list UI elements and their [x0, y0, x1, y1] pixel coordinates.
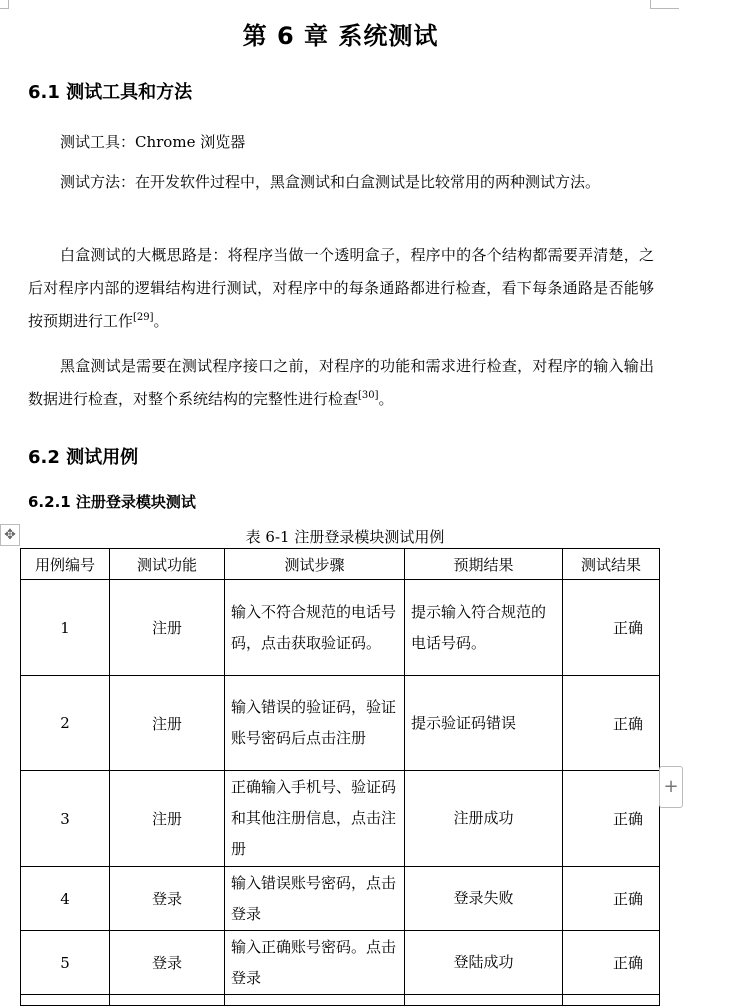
empty-cell[interactable]: [21, 995, 110, 1006]
case-id-cell[interactable]: 2: [21, 676, 110, 771]
chapter-title: 第 6 章 系统测试: [242, 22, 439, 50]
column-header: 预期结果: [405, 549, 563, 580]
subsection-heading-6-2-1: 6.2.1 注册登录模块测试: [28, 493, 196, 511]
case-id-cell[interactable]: 3: [21, 771, 110, 867]
table-row-partial: [21, 995, 660, 1006]
section-heading-6-1: 6.1 测试工具和方法: [28, 82, 193, 103]
paragraph-end-mark: 。: [153, 312, 169, 330]
function-cell[interactable]: 注册: [110, 676, 225, 771]
paragraph-test-tool: [28, 126, 654, 159]
test-case-table: [20, 548, 660, 1006]
steps-cell[interactable]: 输入错误的验证码，验证账号密码后点击注册: [225, 676, 405, 771]
paragraph-test-method: [28, 166, 654, 199]
table-move-handle-icon[interactable]: ✥: [0, 524, 20, 546]
empty-cell[interactable]: [563, 995, 660, 1006]
steps-cell[interactable]: 输入正确账号密码。点击登录: [225, 931, 405, 995]
paragraph-text: 测试工具：Chrome 浏览器: [60, 133, 246, 151]
citation-30[interactable]: [30]: [358, 390, 379, 401]
paragraph-end-mark: 。: [378, 390, 394, 408]
result-cell[interactable]: 正确: [563, 676, 660, 771]
empty-cell[interactable]: [110, 995, 225, 1006]
column-header: 测试功能: [110, 549, 225, 580]
result-cell[interactable]: 正确: [563, 580, 660, 676]
column-header: 测试结果: [563, 549, 660, 580]
steps-cell[interactable]: 输入不符合规范的电话号码，点击获取验证码。: [225, 580, 405, 676]
paragraph-text: 白盒测试的大概思路是：将程序当做一个透明盒子，程序中的各个结构都需要弄清楚，之后对程序内部的逻辑结构进行测试，对程序中的每条通路都进行检查，看下每条通路是否能够按预期进行工作: [28, 246, 654, 330]
case-id-cell[interactable]: 1: [21, 580, 110, 676]
case-id-cell[interactable]: 5: [21, 931, 110, 995]
column-header: 用例编号: [21, 549, 110, 580]
case-id-cell[interactable]: 4: [21, 867, 110, 931]
paragraph-black-box: [28, 350, 654, 416]
paragraph-text: 测试方法：在开发软件过程中，黑盒测试和白盒测试是比较常用的两种测试方法。: [60, 173, 601, 191]
function-cell[interactable]: 登录: [110, 867, 225, 931]
function-cell[interactable]: 登录: [110, 931, 225, 995]
table-row: [21, 676, 660, 771]
page-corner-mark-right: [650, 0, 679, 9]
empty-cell[interactable]: [405, 995, 563, 1006]
expected-cell[interactable]: 登录失败: [405, 867, 563, 931]
table-row: [21, 771, 660, 867]
column-header: 测试步骤: [225, 549, 405, 580]
steps-cell[interactable]: 输入错误账号密码，点击登录: [225, 867, 405, 931]
table-header-row: [21, 549, 660, 580]
expected-cell[interactable]: 提示输入符合规范的电话号码。: [405, 580, 563, 676]
add-row-plus-icon[interactable]: +: [659, 766, 683, 808]
expected-cell[interactable]: 登陆成功: [405, 931, 563, 995]
paragraph-white-box: [28, 239, 654, 338]
section-heading-6-2: 6.2 测试用例: [28, 447, 139, 468]
table-caption: 表 6-1 注册登录模块测试用例: [245, 528, 445, 546]
result-cell[interactable]: 正确: [563, 931, 660, 995]
paragraph-text: 黑盒测试是需要在测试程序接口之前，对程序的功能和需求进行检查，对程序的输入输出数据进行检查，对整个系统结构的完整性进行检查: [28, 357, 654, 408]
result-cell[interactable]: 正确: [563, 867, 660, 931]
empty-cell[interactable]: [225, 995, 405, 1006]
expected-cell[interactable]: 注册成功: [405, 771, 563, 867]
result-cell[interactable]: 正确: [563, 771, 660, 867]
function-cell[interactable]: 注册: [110, 771, 225, 867]
table-row: [21, 931, 660, 995]
citation-29[interactable]: [29]: [133, 312, 154, 323]
table-row: [21, 580, 660, 676]
expected-cell[interactable]: 提示验证码错误: [405, 676, 563, 771]
steps-cell[interactable]: 正确输入手机号、验证码和其他注册信息，点击注册: [225, 771, 405, 867]
page-corner-mark-left: [0, 0, 9, 9]
function-cell[interactable]: 注册: [110, 580, 225, 676]
table-row: [21, 867, 660, 931]
